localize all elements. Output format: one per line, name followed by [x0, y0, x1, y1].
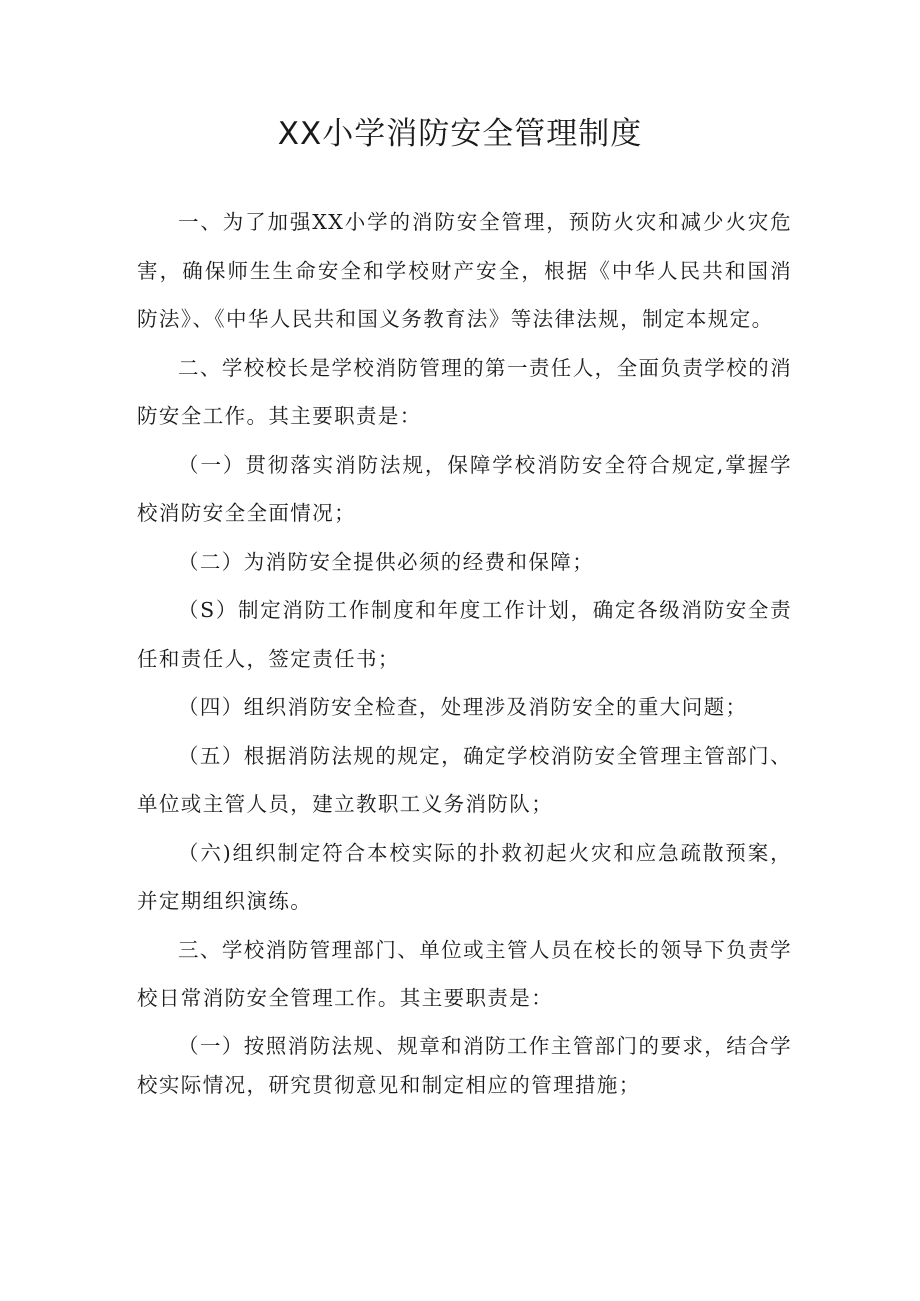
paragraph-4: （二）为消防安全提供必须的经费和保障；: [178, 549, 595, 574]
document-title: XX小学消防安全管理制度: [277, 116, 643, 152]
paragraph-10: （一）按照消防法规、规章和消防工作主管部门的要求，结合学校实际情况，研究贯彻意见和制定相应的管理措施；: [137, 1033, 792, 1097]
document-body: [137, 198, 792, 1105]
paragraph-3: （一）贯彻落实消防法规，保障学校消防安全符合规定,掌握学校消防安全全面情况；: [137, 452, 792, 525]
paragraph-1: 一、为了加强XX小学的消防安全管理，预防火灾和减少火灾危害，确保师生生命安全和学校财产安全，根据《中华人民共和国消防法》、《中华人民共和国义务教育法》等法律法规，制定本规定。: [137, 210, 792, 331]
paragraph-9: 三、学校消防管理部门、单位或主管人员在校长的领导下负责学校日常消防安全管理工作。其主要职责是：: [137, 937, 792, 1010]
paragraph-2: 二、学校校长是学校消防管理的第一责任人，全面负责学校的消防安全工作。其主要职责是：: [137, 355, 792, 428]
paragraph-8: （六)组织制定符合本校实际的扑救初起火灾和应急疏散预案，并定期组织演练。: [137, 840, 792, 913]
paragraph-5: （S）制定消防工作制度和年度工作计划，确定各级消防安全责任和责任人，签定责任书；: [137, 598, 792, 671]
paragraph-6: （四）组织消防安全检查，处理涉及消防安全的重大问题；: [178, 695, 748, 719]
paragraph-7: （五）根据消防法规的规定，确定学校消防安全管理主管部门、单位或主管人员，建立教职工义务消防队；: [137, 743, 792, 816]
